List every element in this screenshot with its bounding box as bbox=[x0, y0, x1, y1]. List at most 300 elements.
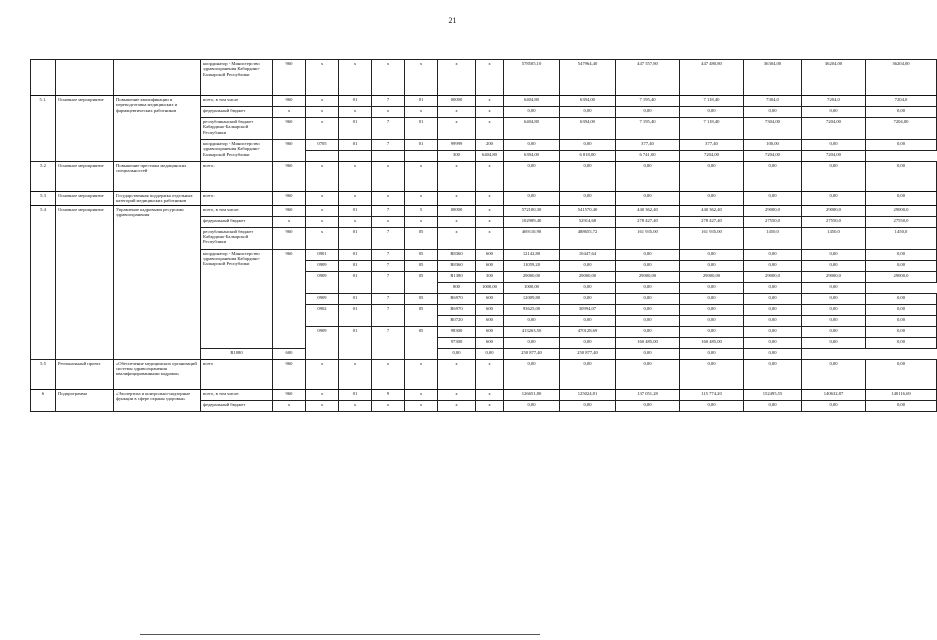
cell-type: Основное мероприятие bbox=[56, 192, 114, 206]
cell-y2: 29000,00 bbox=[560, 271, 616, 282]
cell-y1: 126651,80 bbox=[504, 389, 560, 400]
cell-y2: 0,00 bbox=[560, 140, 616, 151]
footer-line bbox=[140, 634, 540, 635]
cell-pr: 01 bbox=[339, 271, 372, 293]
cell-y7: 0,00 bbox=[866, 107, 937, 118]
cell-y5: 0,00 bbox=[616, 348, 680, 359]
cell-y6: 0,00 bbox=[802, 337, 866, 348]
cell-y7: 140116,69 bbox=[866, 389, 937, 400]
cell-y7: 0,00 bbox=[866, 192, 937, 206]
cell-name: Повышение престижа медицинских специальностей bbox=[114, 162, 201, 192]
cell-src: координатор - Министерство здравоохранения Кабардино-Балкарской Республики bbox=[201, 249, 273, 348]
cell-grbs: 960 bbox=[273, 140, 306, 162]
cell-num: 5.2 bbox=[31, 162, 56, 192]
cell-src: республиканский бюджет Кабардино-Балкарской Республики bbox=[201, 227, 273, 249]
cell-cs2: x bbox=[405, 107, 438, 118]
cell-cs3: x bbox=[438, 227, 476, 249]
cell-y4: 160 485,00 bbox=[680, 337, 744, 348]
cell-vr: 600 bbox=[273, 348, 306, 359]
cell-y2: 0,00 bbox=[560, 260, 616, 271]
cell-y3: 0,00 bbox=[616, 192, 680, 206]
cell-y4: 0,00 bbox=[680, 260, 744, 271]
cell-y3: 0,00 bbox=[616, 304, 680, 315]
cell-pr: x bbox=[339, 192, 372, 206]
cell-y3: 447 557,80 bbox=[616, 60, 680, 96]
cell-y7: 36204,00 bbox=[866, 60, 937, 96]
table-row bbox=[31, 389, 937, 400]
cell-num: 6 bbox=[31, 389, 56, 411]
cell-cs1: x bbox=[372, 400, 405, 411]
cell-cs1: x bbox=[372, 162, 405, 192]
cell-y1: 6404,80 bbox=[504, 96, 560, 107]
cell-y2: 0,00 bbox=[560, 192, 616, 206]
table-body bbox=[31, 60, 937, 412]
cell-y2: 541570,40 bbox=[560, 205, 616, 216]
cell-y3: 250 877,40 bbox=[504, 348, 560, 359]
cell-y2: 52914,68 bbox=[560, 216, 616, 227]
cell-y4: 0,00 bbox=[680, 359, 744, 389]
cell-src: координатор - Министерство здравоохранения Кабардино-Балкарской Республики bbox=[201, 140, 273, 162]
cell-y4: 0,00 bbox=[680, 293, 744, 304]
cell-pr: 01 bbox=[339, 227, 372, 249]
cell-cs2: 5 bbox=[405, 205, 438, 216]
cell-y4: 115 774,20 bbox=[680, 389, 744, 400]
cell-cs3: R6970 bbox=[438, 304, 476, 315]
cell-y6: 0,00 bbox=[802, 326, 866, 337]
cell-rz: x bbox=[306, 107, 339, 118]
cell-vr: x bbox=[476, 400, 504, 411]
cell-cs2: x bbox=[405, 359, 438, 389]
cell-y3: 160 485,00 bbox=[616, 337, 680, 348]
cell-y5: 7304,00 bbox=[744, 118, 802, 140]
cell-src: федеральный бюджет bbox=[201, 107, 273, 118]
cell-cs2: 05 bbox=[405, 260, 438, 271]
cell-y1: 0,00 bbox=[504, 162, 560, 192]
cell-grbs: 960 bbox=[273, 162, 306, 192]
cell-vr: 600 bbox=[476, 315, 504, 326]
cell-y4: 250 877,40 bbox=[560, 348, 616, 359]
cell-cs2: x bbox=[405, 389, 438, 400]
cell-vr: x bbox=[476, 205, 504, 216]
cell-rz bbox=[306, 151, 339, 162]
cell-y6: 7204,0 bbox=[802, 96, 866, 107]
cell-y4: 440 362,40 bbox=[680, 205, 744, 216]
cell-pr: x bbox=[339, 107, 372, 118]
cell-y1: 578505,10 bbox=[504, 60, 560, 96]
cell-grbs: 960 bbox=[273, 192, 306, 206]
cell-y6: 0,00 bbox=[802, 249, 866, 260]
cell-vr: 600 bbox=[476, 249, 504, 260]
cell-cs1: 7 bbox=[372, 140, 405, 151]
cell-rz: x bbox=[306, 389, 339, 400]
cell-vr: x bbox=[476, 192, 504, 206]
cell-cs1: 7 bbox=[372, 205, 405, 216]
cell-y4: 377,40 bbox=[680, 140, 744, 151]
cell-cs1: 7 bbox=[372, 249, 405, 260]
cell-y3: 0,00 bbox=[616, 293, 680, 304]
cell-y6: 0,00 bbox=[802, 107, 866, 118]
cell-cs3: 00000 bbox=[438, 205, 476, 216]
cell-rz: 0909 bbox=[306, 260, 339, 271]
cell-cs1: 7 bbox=[372, 271, 405, 293]
cell-rz: x bbox=[306, 400, 339, 411]
cell-cs1: 7 bbox=[372, 326, 405, 359]
cell-num: 5.3 bbox=[31, 192, 56, 206]
cell-y7: 7204,00 bbox=[802, 151, 866, 162]
cell-cs3: 97300 bbox=[438, 337, 476, 348]
cell-vr: x bbox=[476, 60, 504, 96]
cell-y7: 29000,0 bbox=[866, 271, 937, 282]
cell-cs1: 7 bbox=[372, 118, 405, 140]
cell-rz: 0901 bbox=[306, 249, 339, 260]
cell-y6: 1450,0 bbox=[802, 227, 866, 249]
cell-pr: 01 bbox=[339, 304, 372, 326]
cell-y4: 0,00 bbox=[616, 282, 680, 293]
cell-y5: 0,00 bbox=[744, 260, 802, 271]
cell-type bbox=[56, 60, 114, 96]
cell-y1: 12142,80 bbox=[504, 249, 560, 260]
cell-y5: 152495,55 bbox=[744, 389, 802, 400]
cell-grbs: 960 bbox=[273, 60, 306, 96]
cell-y4: 161 935,00 bbox=[680, 227, 744, 249]
cell-y4: 7 118,40 bbox=[680, 96, 744, 107]
cell-y7: 7204,0 bbox=[866, 96, 937, 107]
cell-y5: 29000,0 bbox=[744, 205, 802, 216]
cell-y5: 7304,0 bbox=[744, 96, 802, 107]
cell-y2: 0,00 bbox=[560, 359, 616, 389]
cell-pr: 01 bbox=[339, 389, 372, 400]
cell-y4: 7 118,40 bbox=[680, 118, 744, 140]
cell-cs3: x bbox=[438, 400, 476, 411]
cell-rz: x bbox=[306, 227, 339, 249]
cell-vr: 600 bbox=[476, 326, 504, 337]
cell-y1: 0,00 bbox=[504, 337, 560, 348]
cell-name: Управление кадровыми ресурсами здравоохранения bbox=[114, 205, 201, 359]
cell-y2: 0,00 bbox=[560, 337, 616, 348]
cell-num: 5.4 bbox=[31, 205, 56, 359]
cell-y2: 488655,72 bbox=[560, 227, 616, 249]
cell-rz: x bbox=[306, 205, 339, 216]
cell-y3: 0,00 bbox=[616, 260, 680, 271]
cell-rz: x bbox=[306, 96, 339, 107]
cell-cs3: R8360 bbox=[438, 260, 476, 271]
cell-vr: x bbox=[476, 389, 504, 400]
cell-y6: 140632,87 bbox=[802, 389, 866, 400]
cell-rz: 0909 bbox=[306, 271, 339, 293]
cell-src: всего, в том числе: bbox=[201, 205, 273, 216]
cell-name bbox=[114, 60, 201, 96]
cell-rz: 0902 bbox=[306, 304, 339, 326]
cell-y5: 36304,00 bbox=[744, 60, 802, 96]
cell-pr: 01 bbox=[339, 118, 372, 140]
cell-pr: 01 bbox=[339, 326, 372, 359]
cell-pr: 01 bbox=[339, 260, 372, 271]
cell-cs3: 98300 bbox=[438, 326, 476, 337]
cell-y3: 0,00 bbox=[616, 400, 680, 411]
cell-y2: 6394,00 bbox=[560, 96, 616, 107]
cell-cs3: R6970 bbox=[438, 293, 476, 304]
cell-vr: 800 bbox=[438, 282, 476, 293]
cell-y7: 1450,0 bbox=[866, 227, 937, 249]
cell-y6: 7204,00 bbox=[744, 151, 802, 162]
cell-y3: 0,00 bbox=[616, 162, 680, 192]
cell-y3: 0,00 bbox=[616, 359, 680, 389]
cell-y3: 0,00 bbox=[616, 249, 680, 260]
cell-y7: 0,00 bbox=[866, 304, 937, 315]
cell-cs1: x bbox=[372, 359, 405, 389]
cell-y7: 0,00 bbox=[866, 293, 937, 304]
cell-y6: 0,00 bbox=[802, 400, 866, 411]
cell-cs3: R8360 bbox=[438, 249, 476, 260]
cell-cs3: x bbox=[438, 192, 476, 206]
cell-y2: 547964,40 bbox=[560, 60, 616, 96]
cell-y6: 36204,00 bbox=[802, 60, 866, 96]
cell-cs3: x bbox=[438, 216, 476, 227]
cell-y3: 29000,00 bbox=[616, 271, 680, 282]
cell-y1: 29000,00 bbox=[504, 271, 560, 282]
cell-cs2: x bbox=[405, 162, 438, 192]
cell-y7: 0,00 bbox=[866, 260, 937, 271]
cell-rz: x bbox=[306, 60, 339, 96]
cell-y7: 0,00 bbox=[866, 400, 937, 411]
cell-src: всего: bbox=[201, 162, 273, 192]
cell-y5: 0,00 bbox=[744, 359, 802, 389]
cell-grbs: 960 bbox=[273, 205, 306, 216]
cell-pr: x bbox=[339, 400, 372, 411]
cell-y5: 0,00 bbox=[744, 315, 802, 326]
cell-vr: 300 bbox=[476, 271, 504, 282]
cell-num: 5.5 bbox=[31, 359, 56, 389]
cell-y6: 0,00 bbox=[802, 162, 866, 192]
cell-y1: 1000,00 bbox=[476, 282, 504, 293]
cell-y4: 447 480,80 bbox=[680, 60, 744, 96]
cell-y1: 0,00 bbox=[504, 359, 560, 389]
cell-src: всего bbox=[201, 359, 273, 389]
cell-vr: 600 bbox=[476, 260, 504, 271]
cell-name: Повышение квалификации и переподготовка медицинских и фармацевтических работников bbox=[114, 96, 201, 162]
cell-y1: 102989,40 bbox=[504, 216, 560, 227]
cell-y7: 0,00 bbox=[866, 337, 937, 348]
cell-num bbox=[31, 60, 56, 96]
cell-y3: 278 427,40 bbox=[616, 216, 680, 227]
cell-y2: 0,00 bbox=[560, 107, 616, 118]
cell-cs2: 05 bbox=[405, 227, 438, 249]
cell-y4: 6 741,00 bbox=[616, 151, 680, 162]
cell-grbs: x bbox=[273, 107, 306, 118]
cell-vr: 600 bbox=[476, 337, 504, 348]
cell-y2: 0,00 bbox=[560, 315, 616, 326]
cell-src: всего, в том числе bbox=[201, 96, 273, 107]
cell-vr: 300 bbox=[438, 151, 476, 162]
cell-y2: 0,00 bbox=[560, 400, 616, 411]
cell-y6: 0,00 bbox=[680, 348, 744, 359]
cell-y2: 125024,81 bbox=[560, 389, 616, 400]
cell-cs2: 05 bbox=[405, 249, 438, 260]
cell-type: Основное мероприятие bbox=[56, 96, 114, 162]
cell-grbs: 960 bbox=[273, 96, 306, 107]
table-row bbox=[31, 60, 937, 96]
cell-y5: 0,00 bbox=[744, 107, 802, 118]
cell-src: федеральный бюджет bbox=[201, 400, 273, 411]
cell-y5: 29000,0 bbox=[744, 271, 802, 282]
cell-y6: 0,00 bbox=[744, 282, 802, 293]
cell-cs3: x bbox=[438, 162, 476, 192]
cell-y6: 0,00 bbox=[802, 140, 866, 151]
cell-cs1: x bbox=[372, 60, 405, 96]
cell-cs3: x bbox=[438, 107, 476, 118]
cell-src: координатор - Министерство здравоохранения Кабардино-Балкарской Республики bbox=[201, 60, 273, 96]
cell-pr: 01 bbox=[339, 140, 372, 151]
cell-y5: 0,00 bbox=[744, 304, 802, 315]
cell-pr: 01 bbox=[339, 96, 372, 107]
cell-cs2: 01 bbox=[405, 96, 438, 107]
cell-y2: 10447,64 bbox=[560, 249, 616, 260]
cell-grbs: 960 bbox=[273, 389, 306, 400]
cell-y7: 0,00 bbox=[802, 282, 866, 293]
cell-cs2: 05 bbox=[405, 304, 438, 326]
cell-cs2: 01 bbox=[405, 118, 438, 140]
cell-y5: 0,00 bbox=[744, 326, 802, 337]
cell-grbs: 960 bbox=[273, 118, 306, 140]
cell-y6: 0,00 bbox=[802, 315, 866, 326]
cell-y1: 0,00 bbox=[504, 192, 560, 206]
cell-cs1: 7 bbox=[372, 293, 405, 304]
cell-pr: x bbox=[339, 359, 372, 389]
cell-y4: 0,00 bbox=[680, 304, 744, 315]
cell-y4: 0,00 bbox=[680, 400, 744, 411]
cell-y2: 6394,00 bbox=[504, 151, 560, 162]
cell-cs2: x bbox=[405, 60, 438, 96]
cell-y3: 137 051,28 bbox=[616, 389, 680, 400]
cell-rz: x bbox=[306, 162, 339, 192]
cell-y4: 278 427,40 bbox=[680, 216, 744, 227]
cell-rz: x bbox=[306, 359, 339, 389]
cell-y3: 440 362,40 bbox=[616, 205, 680, 216]
cell-type: Региональный проект bbox=[56, 359, 114, 389]
cell-y1: 0,00 bbox=[438, 348, 476, 359]
cell-cs1: x bbox=[372, 216, 405, 227]
cell-cs1: 7 bbox=[372, 260, 405, 271]
cell-vr: 600 bbox=[476, 304, 504, 315]
cell-y3: 0,00 bbox=[616, 107, 680, 118]
cell-pr: x bbox=[339, 162, 372, 192]
cell-y4: 0,00 bbox=[680, 162, 744, 192]
budget-table bbox=[30, 59, 937, 412]
cell-y1: 6404,80 bbox=[476, 151, 504, 162]
cell-y5: 0,00 bbox=[744, 249, 802, 260]
cell-y3: 161 935,00 bbox=[616, 227, 680, 249]
table-row bbox=[31, 162, 937, 192]
cell-grbs: 960 bbox=[273, 249, 306, 348]
cell-pr bbox=[339, 151, 372, 162]
cell-cs3: 99999 bbox=[438, 140, 476, 151]
cell-rz: x bbox=[306, 216, 339, 227]
table-row bbox=[31, 96, 937, 107]
cell-y3: 0,00 bbox=[616, 326, 680, 337]
cell-pr: x bbox=[339, 60, 372, 96]
cell-y7: 0,00 bbox=[866, 162, 937, 192]
cell-name: «Экспертиза и контрольно-надзорные функции в сфере охраны здоровья» bbox=[114, 389, 201, 411]
cell-y5: 0,00 bbox=[680, 282, 744, 293]
cell-grbs: 960 bbox=[273, 227, 306, 249]
cell-cs2: x bbox=[405, 400, 438, 411]
cell-cs1: 7 bbox=[372, 304, 405, 326]
cell-y2: 6394,00 bbox=[560, 118, 616, 140]
cell-type: Основное мероприятие bbox=[56, 162, 114, 192]
cell-vr: x bbox=[476, 162, 504, 192]
cell-y5: 7204,00 bbox=[680, 151, 744, 162]
cell-y6: 0,00 bbox=[802, 304, 866, 315]
cell-rz: x bbox=[306, 118, 339, 140]
cell-vr: x bbox=[476, 107, 504, 118]
cell-y3: 6 818,00 bbox=[560, 151, 616, 162]
cell-cs1: x bbox=[372, 107, 405, 118]
cell-y6: 0,00 bbox=[802, 192, 866, 206]
cell-y1: 12009,80 bbox=[504, 293, 560, 304]
cell-y1: 572100,30 bbox=[504, 205, 560, 216]
cell-y4: 0,00 bbox=[680, 326, 744, 337]
cell-y5: 27550,0 bbox=[744, 216, 802, 227]
cell-y7: 29000,0 bbox=[866, 205, 937, 216]
cell-y2: 0,00 bbox=[476, 348, 504, 359]
cell-y3: 377,40 bbox=[616, 140, 680, 151]
cell-y1: 0,00 bbox=[504, 315, 560, 326]
cell-vr: x bbox=[476, 227, 504, 249]
cell-cs3: x bbox=[438, 118, 476, 140]
cell-vr: x bbox=[476, 118, 504, 140]
cell-y6: 0,00 bbox=[802, 359, 866, 389]
cell-y7: 7204,00 bbox=[866, 118, 937, 140]
cell-grbs: 960 bbox=[273, 359, 306, 389]
cell-name: «Обеспечение медицинских организаций системы здравоохранения квалифицированными кадрами» bbox=[114, 359, 201, 389]
cell-y1: 0,00 bbox=[504, 400, 560, 411]
cell-vr: 600 bbox=[476, 293, 504, 304]
cell-y6: 0,00 bbox=[802, 293, 866, 304]
cell-y1: 413263,50 bbox=[504, 326, 560, 337]
cell-cs2: 05 bbox=[405, 326, 438, 359]
cell-y1: 11059,20 bbox=[504, 260, 560, 271]
cell-type: Основное мероприятие bbox=[56, 205, 114, 359]
cell-cs1: x bbox=[372, 192, 405, 206]
cell-rz: 0909 bbox=[306, 293, 339, 304]
cell-y2: 470128,69 bbox=[560, 326, 616, 337]
cell-y2: 1000,00 bbox=[504, 282, 560, 293]
cell-num: 5.1. bbox=[31, 96, 56, 162]
cell-cs1: 7 bbox=[372, 96, 405, 107]
cell-y1: 469110,90 bbox=[504, 227, 560, 249]
cell-y1: 0,00 bbox=[504, 107, 560, 118]
cell-y7: 0,00 bbox=[744, 348, 802, 359]
cell-y2: 0,00 bbox=[560, 162, 616, 192]
cell-cs2: x bbox=[405, 216, 438, 227]
cell-y4: 29000,00 bbox=[680, 271, 744, 282]
table-row bbox=[31, 359, 937, 389]
cell-src: федеральный бюджет bbox=[201, 216, 273, 227]
cell-cs2: 01 bbox=[405, 140, 438, 151]
cell-y5: 0,00 bbox=[744, 162, 802, 192]
cell-y6: 7204,00 bbox=[802, 118, 866, 140]
cell-y4: 0,00 bbox=[680, 315, 744, 326]
cell-y4: 0,00 bbox=[680, 249, 744, 260]
page-number: 21 bbox=[448, 16, 457, 25]
cell-y5: 1450,0 bbox=[744, 227, 802, 249]
cell-y7: 0,00 bbox=[866, 315, 937, 326]
cell-cs2 bbox=[405, 151, 438, 162]
cell-pr: x bbox=[339, 216, 372, 227]
cell-pr: 01 bbox=[339, 205, 372, 216]
cell-src: всего, в том числе: bbox=[201, 389, 273, 400]
cell-y3: 0,00 bbox=[616, 315, 680, 326]
